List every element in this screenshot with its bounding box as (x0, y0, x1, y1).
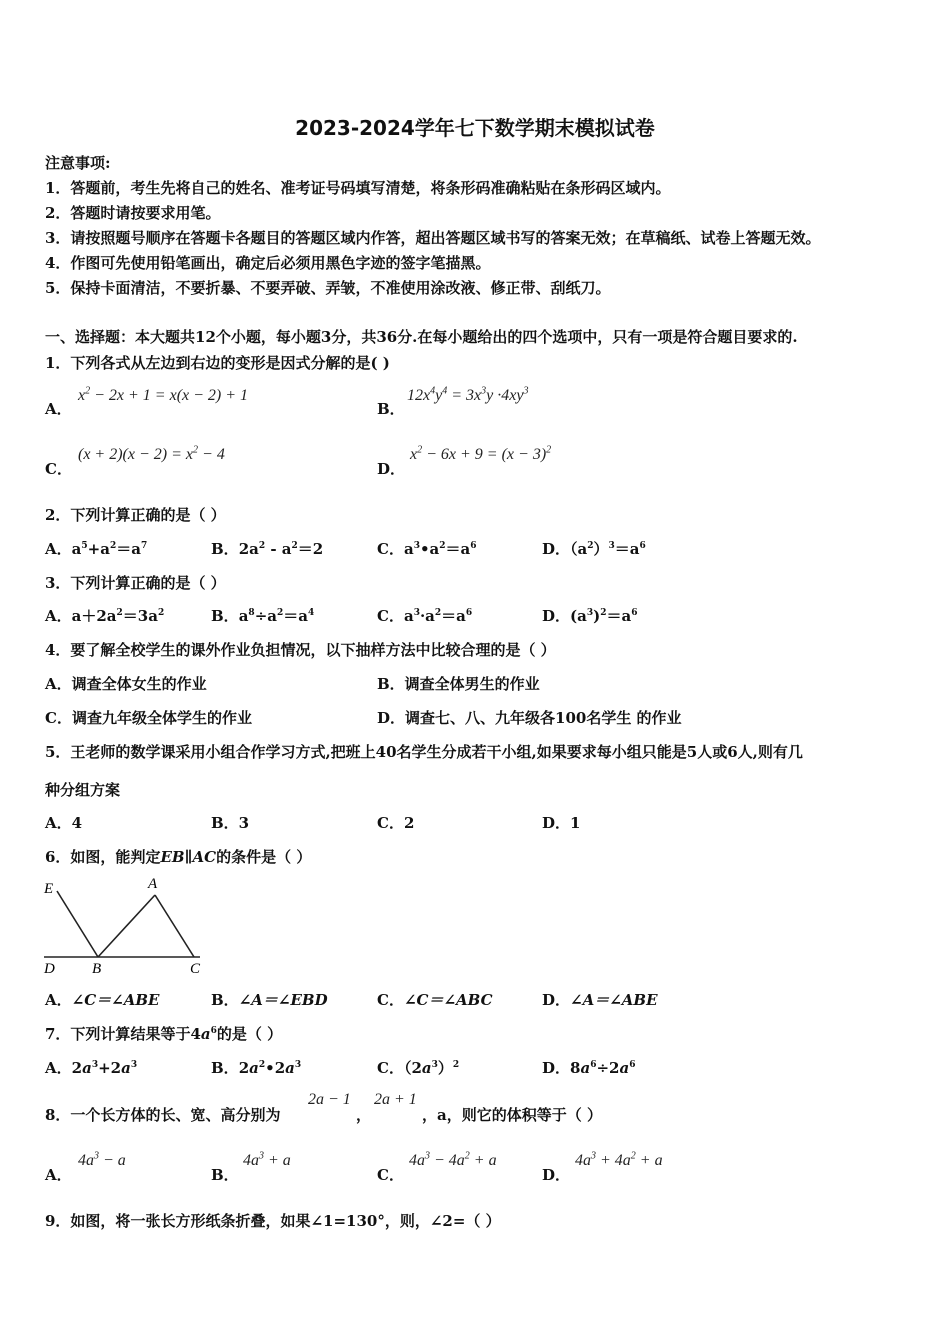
q3-option-b: B．$a^8\div a^2=a^4$ (211, 607, 315, 625)
q5-stem-line2: 种分组方案 (45, 781, 121, 799)
label-e: E (44, 881, 54, 897)
q8-stem-suffix: ，a，则它的体积等于（ ） (422, 1106, 602, 1124)
label-d: D (44, 961, 55, 977)
notice-item: 5．保持卡面清洁，不要折暴、不要弄破、弄皱，不准使用涂改液、修正带、刮纸刀。 (45, 279, 611, 297)
q1-label-b: B． (377, 400, 405, 418)
q2-label-a: A． (45, 540, 72, 558)
q7-label-d: D． (542, 1059, 571, 1077)
q7-option-c: C．$(2a^3)^2$ (377, 1059, 460, 1077)
q4-option-c: C．调查九年级全体学生的作业 (45, 709, 252, 727)
q6-option-d-math: ∠A＝∠ABE (570, 991, 658, 1009)
q5-option-c: C．2 (377, 814, 415, 832)
q2-option-b: B．$2a^2 - a^2=2$ (211, 540, 324, 558)
q7-label-b: B． (211, 1059, 239, 1077)
q6-option-a (45, 989, 159, 1010)
q8-stem-mid: ， (356, 1106, 372, 1124)
q8-label-c: C． (377, 1166, 404, 1184)
q4-option-b: B．调查全体男生的作业 (377, 675, 540, 693)
q8-length: 2a − 1 (308, 1091, 351, 1108)
q8-option-b: $4a^3 + a$ (243, 1150, 291, 1169)
q7-option-a: A．$2a^3+2a^3$ (45, 1059, 138, 1077)
q8-stem-prefix: 8．一个长方体的长、宽、高分别为 (45, 1106, 281, 1124)
q3-option-d: D．$(a^3)^2=a^6$ (542, 607, 638, 625)
q2-label-b: B． (211, 540, 239, 558)
page-title: 2023-2024学年七下数学期末模拟试卷 (295, 116, 655, 140)
q2-option-a: A．$a^5+a^2=a^7$ (45, 540, 148, 558)
label-b: B (92, 961, 102, 977)
q5-option-d: D．1 (542, 814, 581, 832)
q7-option-b: B．$2a^2•2a^3$ (211, 1059, 302, 1077)
q3-option-c: C．$a^3\cdot a^2=a^6$ (377, 607, 473, 625)
q3-label-a: A． (45, 607, 72, 625)
segment-ba (98, 895, 155, 957)
q7-label-c: C． (377, 1059, 404, 1077)
q6-option-d (542, 989, 658, 1010)
q7-option-d: D．$8a^6\div 2a^6$ (542, 1059, 636, 1077)
q9-stem: 9．如图，将一张长方形纸条折叠，如果∠1=130°，则，∠2=（ ） (45, 1212, 501, 1230)
q6-stem-prefix: 6．如图，能判定 (45, 848, 161, 866)
notice-item: 3．请按照题号顺序在答题卡各题目的答题区域内作答，超出答题区域书写的答案无效；在草稿纸、试卷上答题无效。 (45, 229, 821, 247)
q6-label-a: A． (45, 991, 72, 1009)
q8-label-d: D． (542, 1166, 571, 1184)
q6-stem (45, 846, 311, 867)
q6-option-c-math: ∠C＝∠ABC (403, 991, 493, 1009)
q1-option-b: $12x^4y^4 = 3x^3y \cdot 4xy^3$ (407, 385, 529, 404)
q5-option-b: B．3 (211, 814, 250, 832)
q8-width: 2a + 1 (374, 1091, 417, 1108)
notice-item: 4．作图可先使用铅笔画出，确定后必须用黑色字迹的签字笔描黑。 (45, 254, 491, 272)
q6-option-c (377, 989, 493, 1010)
notice-item: 1．答题前，考生先将自己的姓名、准考证号码填写清楚，将条形码准确粘贴在条形码区域内。 (45, 179, 671, 197)
q4-stem: 4．要了解全校学生的课外作业负担情况，以下抽样方法中比较合理的是（ ） (45, 641, 556, 659)
q1-option-c: $(x + 2)(x - 2) = x^2 - 4$ (78, 444, 225, 463)
q3-option-a: A．$a+2a^2=3a^2$ (45, 607, 165, 625)
q1-label-c: C． (45, 460, 72, 478)
q8-option-d: $4a^3 + 4a^2 + a$ (575, 1150, 663, 1169)
q7-label-a: A． (45, 1059, 72, 1077)
q5-stem-line1: 5．王老师的数学课采用小组合作学习方式,把班上40名学生分成若干小组,如果要求每小组只能是5人或6人,则有几 (45, 743, 803, 761)
segment-eb (57, 891, 98, 957)
q2-label-c: C． (377, 540, 404, 558)
q6-label-c: C． (377, 991, 404, 1009)
q6-label-b: B． (211, 991, 239, 1009)
q2-option-c: C．$a^3•a^2=a^6$ (377, 540, 477, 558)
q8-option-a: $4a^3 - a$ (78, 1150, 126, 1169)
q2-stem: 2．下列计算正确的是（ ） (45, 506, 226, 524)
q2-label-d: D． (542, 540, 571, 558)
segment-ac (155, 895, 194, 957)
q4-option-a: A．调查全体女生的作业 (45, 675, 207, 693)
q3-label-b: B． (211, 607, 239, 625)
q4-option-d: D．调查七、八、九年级各100名学生 的作业 (377, 709, 682, 727)
q3-label-c: C． (377, 607, 404, 625)
q6-label-d: D． (542, 991, 571, 1009)
q1-option-d: $x^2 - 6x + 9 = (x - 3)^2$ (410, 444, 552, 463)
q3-label-d: D． (542, 607, 571, 625)
label-c: C (190, 961, 201, 977)
q7-stem-prefix: 7．下列计算结果等于4 (45, 1025, 201, 1043)
notice-item: 2．答题时请按要求用笔。 (45, 204, 221, 222)
q6-stem-suffix: 的条件是（ ） (216, 848, 312, 866)
q8-label-b: B． (211, 1166, 239, 1184)
q7-stem-suffix: 的是（ ） (216, 1025, 283, 1043)
label-a: A (148, 876, 158, 892)
q5-option-a: A．4 (45, 814, 83, 832)
q6-option-b-math: ∠A＝∠EBD (238, 991, 328, 1009)
q7-stem: 7．下列计算结果等于$4a^6$的是（ ） (45, 1025, 283, 1043)
q6-stem-math: EB∥AC (160, 848, 217, 866)
q8-option-c: $4a^3 - 4a^2 + a$ (409, 1150, 497, 1169)
notice-heading: 注意事项: (45, 154, 111, 172)
q1-stem: 1．下列各式从左边到右边的变形是因式分解的是( ) (45, 354, 390, 372)
q2-option-d: D．$(a^2)^3=a^6$ (542, 540, 646, 558)
q1-label-d: D． (377, 460, 406, 478)
q3-stem: 3．下列计算正确的是（ ） (45, 574, 226, 592)
section-heading: 一、选择题：本大题共12个小题，每小题3分，共36分.在每小题给出的四个选项中，只有一项是符合题目要求的. (45, 328, 798, 346)
q8-label-a: A． (45, 1166, 72, 1184)
q6-option-a-math: ∠C＝∠ABE (71, 991, 160, 1009)
q6-option-b (211, 989, 328, 1010)
q6-figure (40, 873, 220, 978)
q1-option-a: $x^2 - 2x + 1 = x(x - 2) + 1$ (78, 385, 249, 404)
q1-label-a: A． (45, 400, 72, 418)
